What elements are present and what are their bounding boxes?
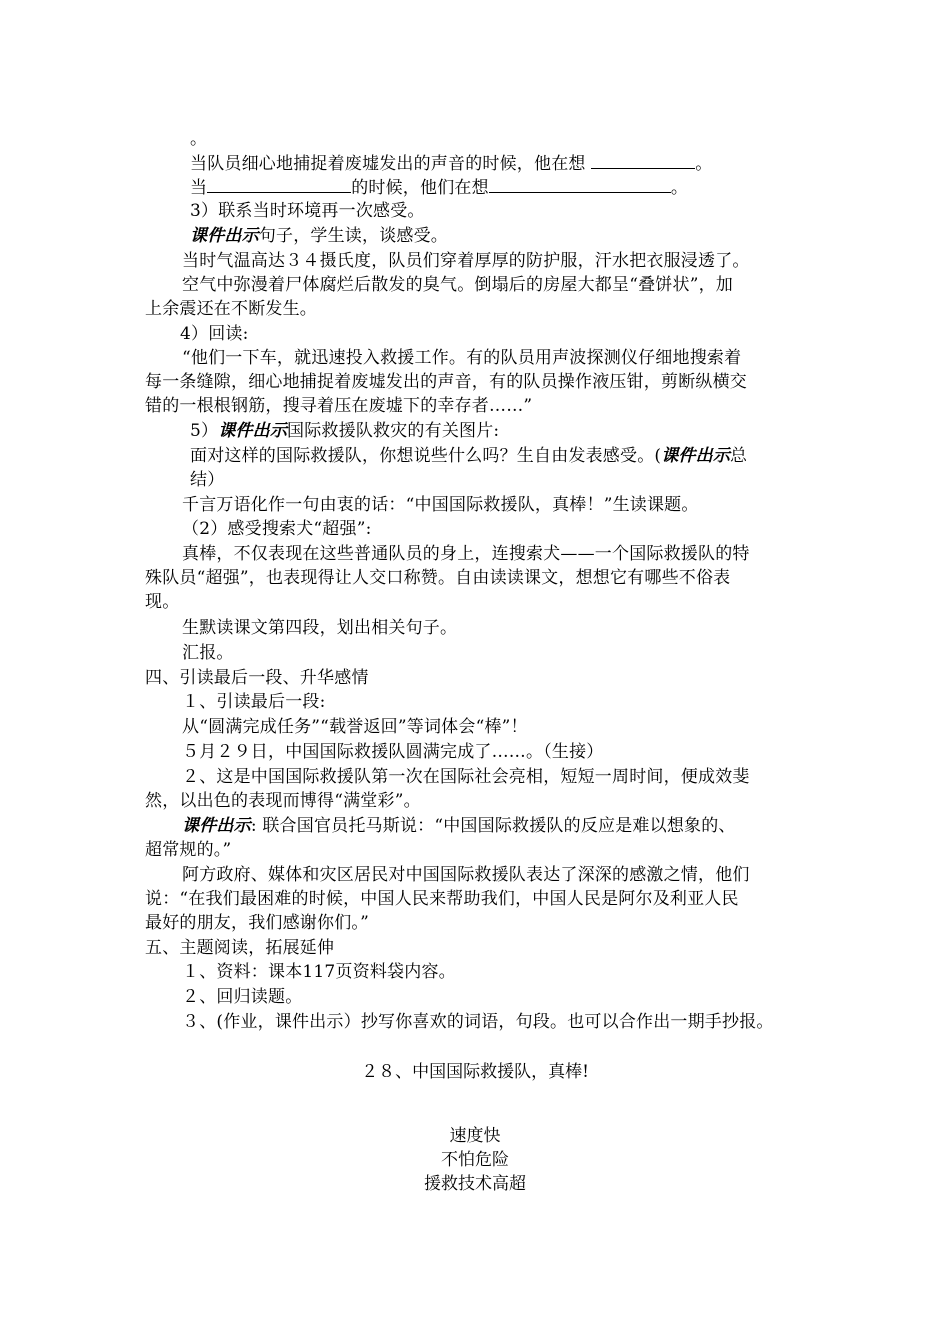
text-line: 然，以出色的表现而博得“满堂彩”。	[145, 791, 421, 811]
text-line: ５月２９日，中国国际救援队圆满完成了……。（生接）	[182, 742, 604, 762]
answer-blank[interactable]	[489, 176, 671, 193]
courseware-label: 课件出示	[190, 226, 259, 246]
section-heading: 五、主题阅读，拓展延伸	[145, 938, 335, 958]
text-line: 结）	[190, 470, 225, 490]
text-line: 面对这样的国际救援队，你想说些什么吗？生自由发表感受。(课件出示总	[190, 446, 748, 466]
text-line: 生默读课文第四段，划出相关句子。	[182, 618, 458, 638]
text-line: 上余震还在不断发生。	[145, 299, 317, 319]
text-line: 当时气温高达３４摄氏度，队员们穿着厚厚的防护服，汗水把衣服浸透了。	[182, 251, 750, 271]
answer-blank[interactable]	[591, 152, 695, 169]
text-line: 每一条缝隙，细心地捕捉着废墟发出的声音，有的队员操作液压钳，剪断纵横交	[145, 372, 747, 392]
text-line: ３、(作业，课件出示）抄写你喜欢的词语，句段。也可以合作出一期手抄报。	[182, 1012, 774, 1032]
text-line: ２、这是中国国际救援队第一次在国际社会亮相，短短一周时间，便成效斐	[182, 767, 750, 787]
board-item: 援救技术高超	[424, 1174, 526, 1194]
text-line: １、资料：课本117页资料袋内容。	[182, 962, 456, 982]
text-line: 空气中弥漫着尸体腐烂后散发的臭气。倒塌后的房屋大都呈“叠饼状”，加	[182, 275, 733, 295]
text-line: 汇报。	[182, 643, 234, 663]
text-line: １、引读最后一段:	[182, 692, 326, 712]
text-line: 4）回读:	[180, 324, 249, 344]
courseware-label: 课件出示	[182, 816, 251, 836]
courseware-label: 课件出示	[218, 421, 288, 441]
text-line: 现。	[145, 592, 180, 612]
text-line: 阿方政府、媒体和灾区居民对中国国际救援队表达了深深的感激之情，他们	[182, 865, 750, 885]
text-line: 5）课件出示国际救援队救灾的有关图片:	[190, 421, 500, 441]
board-item: 速度快	[449, 1126, 501, 1146]
board-title: ２８、中国国际救援队，真棒!	[361, 1062, 589, 1082]
text-line: （2）感受搜索犬“超强”:	[182, 519, 372, 539]
text-line: “他们一下车，就迅速投入救援工作。有的队员用声波探测仪仔细地搜索着	[182, 348, 742, 368]
board-item: 不怕危险	[441, 1150, 509, 1170]
text-line: 殊队员“超强”，也表现得让人交口称赞。自由读读课文，想想它有哪些不俗表	[145, 568, 731, 588]
text-line: 从“圆满完成任务”“载誉返回”等词体会“棒”！	[182, 717, 528, 737]
text-line: 千言万语化作一句由衷的话：“中国国际救援队，真棒！”生读课题。	[182, 495, 699, 515]
text-line: 3）联系当时环境再一次感受。	[190, 201, 425, 221]
text-line: 说：“在我们最困难的时候，中国人民来帮助我们，中国人民是阿尔及利亚人民	[145, 889, 739, 909]
fill-in-line: 当 的时候，他们在想 。	[190, 178, 689, 198]
answer-blank[interactable]	[207, 176, 351, 193]
text-line: 。	[190, 129, 208, 149]
text-line: 课件出示句子，学生读，谈感受。	[190, 226, 449, 246]
courseware-label: 课件出示	[661, 446, 731, 466]
text-line: 超常规的。”	[145, 840, 232, 860]
fill-in-line: 当队员细心地捕捉着废墟发出的声音的时候，他在想 。	[190, 154, 713, 174]
text-line: ２、回归读题。	[182, 987, 303, 1007]
text-line: 错的一根根钢筋，搜寻着压在废墟下的幸存者……”	[145, 396, 533, 416]
text-line: 最好的朋友，我们感谢你们。”	[145, 913, 369, 933]
text-line: 真棒，不仅表现在这些普通队员的身上，连搜索犬——一个国际救援队的特	[182, 544, 750, 564]
section-heading: 四、引读最后一段、升华感情	[145, 668, 369, 688]
text-line: 课件出示: 联合国官员托马斯说：“中国国际救援队的反应是难以想象的、	[182, 816, 736, 836]
